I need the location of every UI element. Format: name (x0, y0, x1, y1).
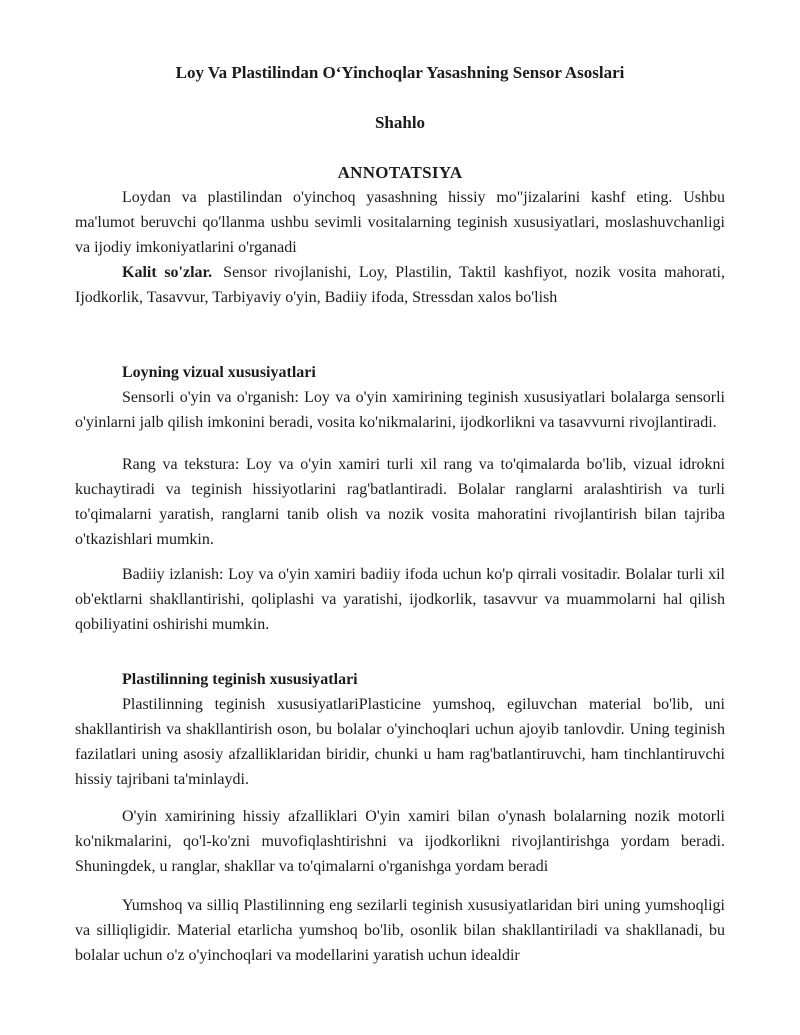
document-title: Loy Va Plastilindan O‘Yinchoqlar Yasashning Sensor Asoslari (175, 63, 625, 82)
keywords-label: Kalit so'zlar. (122, 264, 213, 281)
section-heading-plastilinning-teginish-xususiyatlari: Plastilinning teginish xususiyatlari (122, 671, 358, 688)
keywords-text: Sensor rivojlanishi, Loy, Plastilin, Taktil kashfiyot, nozik vosita mahorati, Ijodkorlik, Tasavvur, Tarbiyaviy o'yin, Badiiy ifoda, Stressdan xalos bo'lish (75, 264, 726, 306)
section-heading-loyning-vizual-xususiyatlari: Loyning vizual xususiyatlari (122, 364, 316, 381)
section-1-paragraph-3: Badiiy izlanish: Loy va o'yin xamiri badiiy ifoda uchun ko'p qirrali vositadir. Bolalar turli xil ob'ektlarni shakllantirishi, qoliplashi va yaratishi, ijodkorlik, tasavvur va muammolarni hal qilish qobiliyatini oshirishi mumkin. (75, 566, 725, 633)
section-2-paragraph-3: Yumshoq va silliq Plastilinning eng sezilarli teginish xususiyatlaridan biri uning yumshoqligi va silliqligidir. Material etarlicha yumshoq bo'lib, osonlik bilan shakllantiriladi va shakllanadi, bu bolalar uchun o'z o'yinchoqlari va modellarini yaratish uchun idealdir (75, 897, 725, 964)
author-name: Shahlo (374, 113, 426, 132)
section-2-paragraph-1: Plastilinning teginish xususiyatlariPlasticine yumshoq, egiluvchan material bo'lib, uni shakllantirish va shakllantirish oson, bu bolalar o'yinchoqlari uchun ajoyib tanlovdir. Uning teginish fazilatlari uning asosiy afzalliklaridan biridir, chunki u ham rag'batlantiruvchi, ham tinchlantiruvchi hissiy tajribani ta'minlaydi. (75, 696, 725, 788)
keywords-paragraph (75, 260, 725, 310)
annotation-heading: ANNOTATSIYA (337, 163, 463, 182)
section-1-paragraph-2: Rang va tekstura: Loy va o'yin xamiri turli xil rang va to'qimalarda bo'lib, vizual idrokni kuchaytiradi va teginish hissiyotlarini rag'batlantiradi. Bolalar ranglarni aralashtirish va turli to'qimalarni yaratish, ranglarni tanib olish va nozik vosita mahoratini rivojlantirish bilan tajriba o'tkazishlari mumkin. (75, 456, 725, 548)
annotation-paragraph: Loydan va plastilindan o'yinchoq yasashning hissiy mo"jizalarini kashf eting. Ushbu ma'lumot beruvchi qo'llanma ushbu sevimli vositalarning teginish xususiyatlari, moslashuvchanligi va ijodiy imkoniyatlarini o'rganadi (75, 189, 725, 256)
section-1-paragraph-1: Sensorli o'yin va o'rganish: Loy va o'yin xamirining teginish xususiyatlari bolalarga sensorli o'yinlarni jalb qilish imkonini beradi, vosita ko'nikmalarini, ijodkorlikni va tasavvurni rivojlantiradi. (75, 389, 725, 431)
section-2-paragraph-2: O'yin xamirining hissiy afzalliklari O'yin xamiri bilan o'ynash bolalarning nozik motorli ko'nikmalarini, qo'l-ko'zni muvofiqlashtirishni va ijodkorlikni rivojlantirishga yordam beradi. Shuningdek, u ranglar, shakllar va to'qimalarni o'rganishga yordam beradi (75, 808, 725, 875)
